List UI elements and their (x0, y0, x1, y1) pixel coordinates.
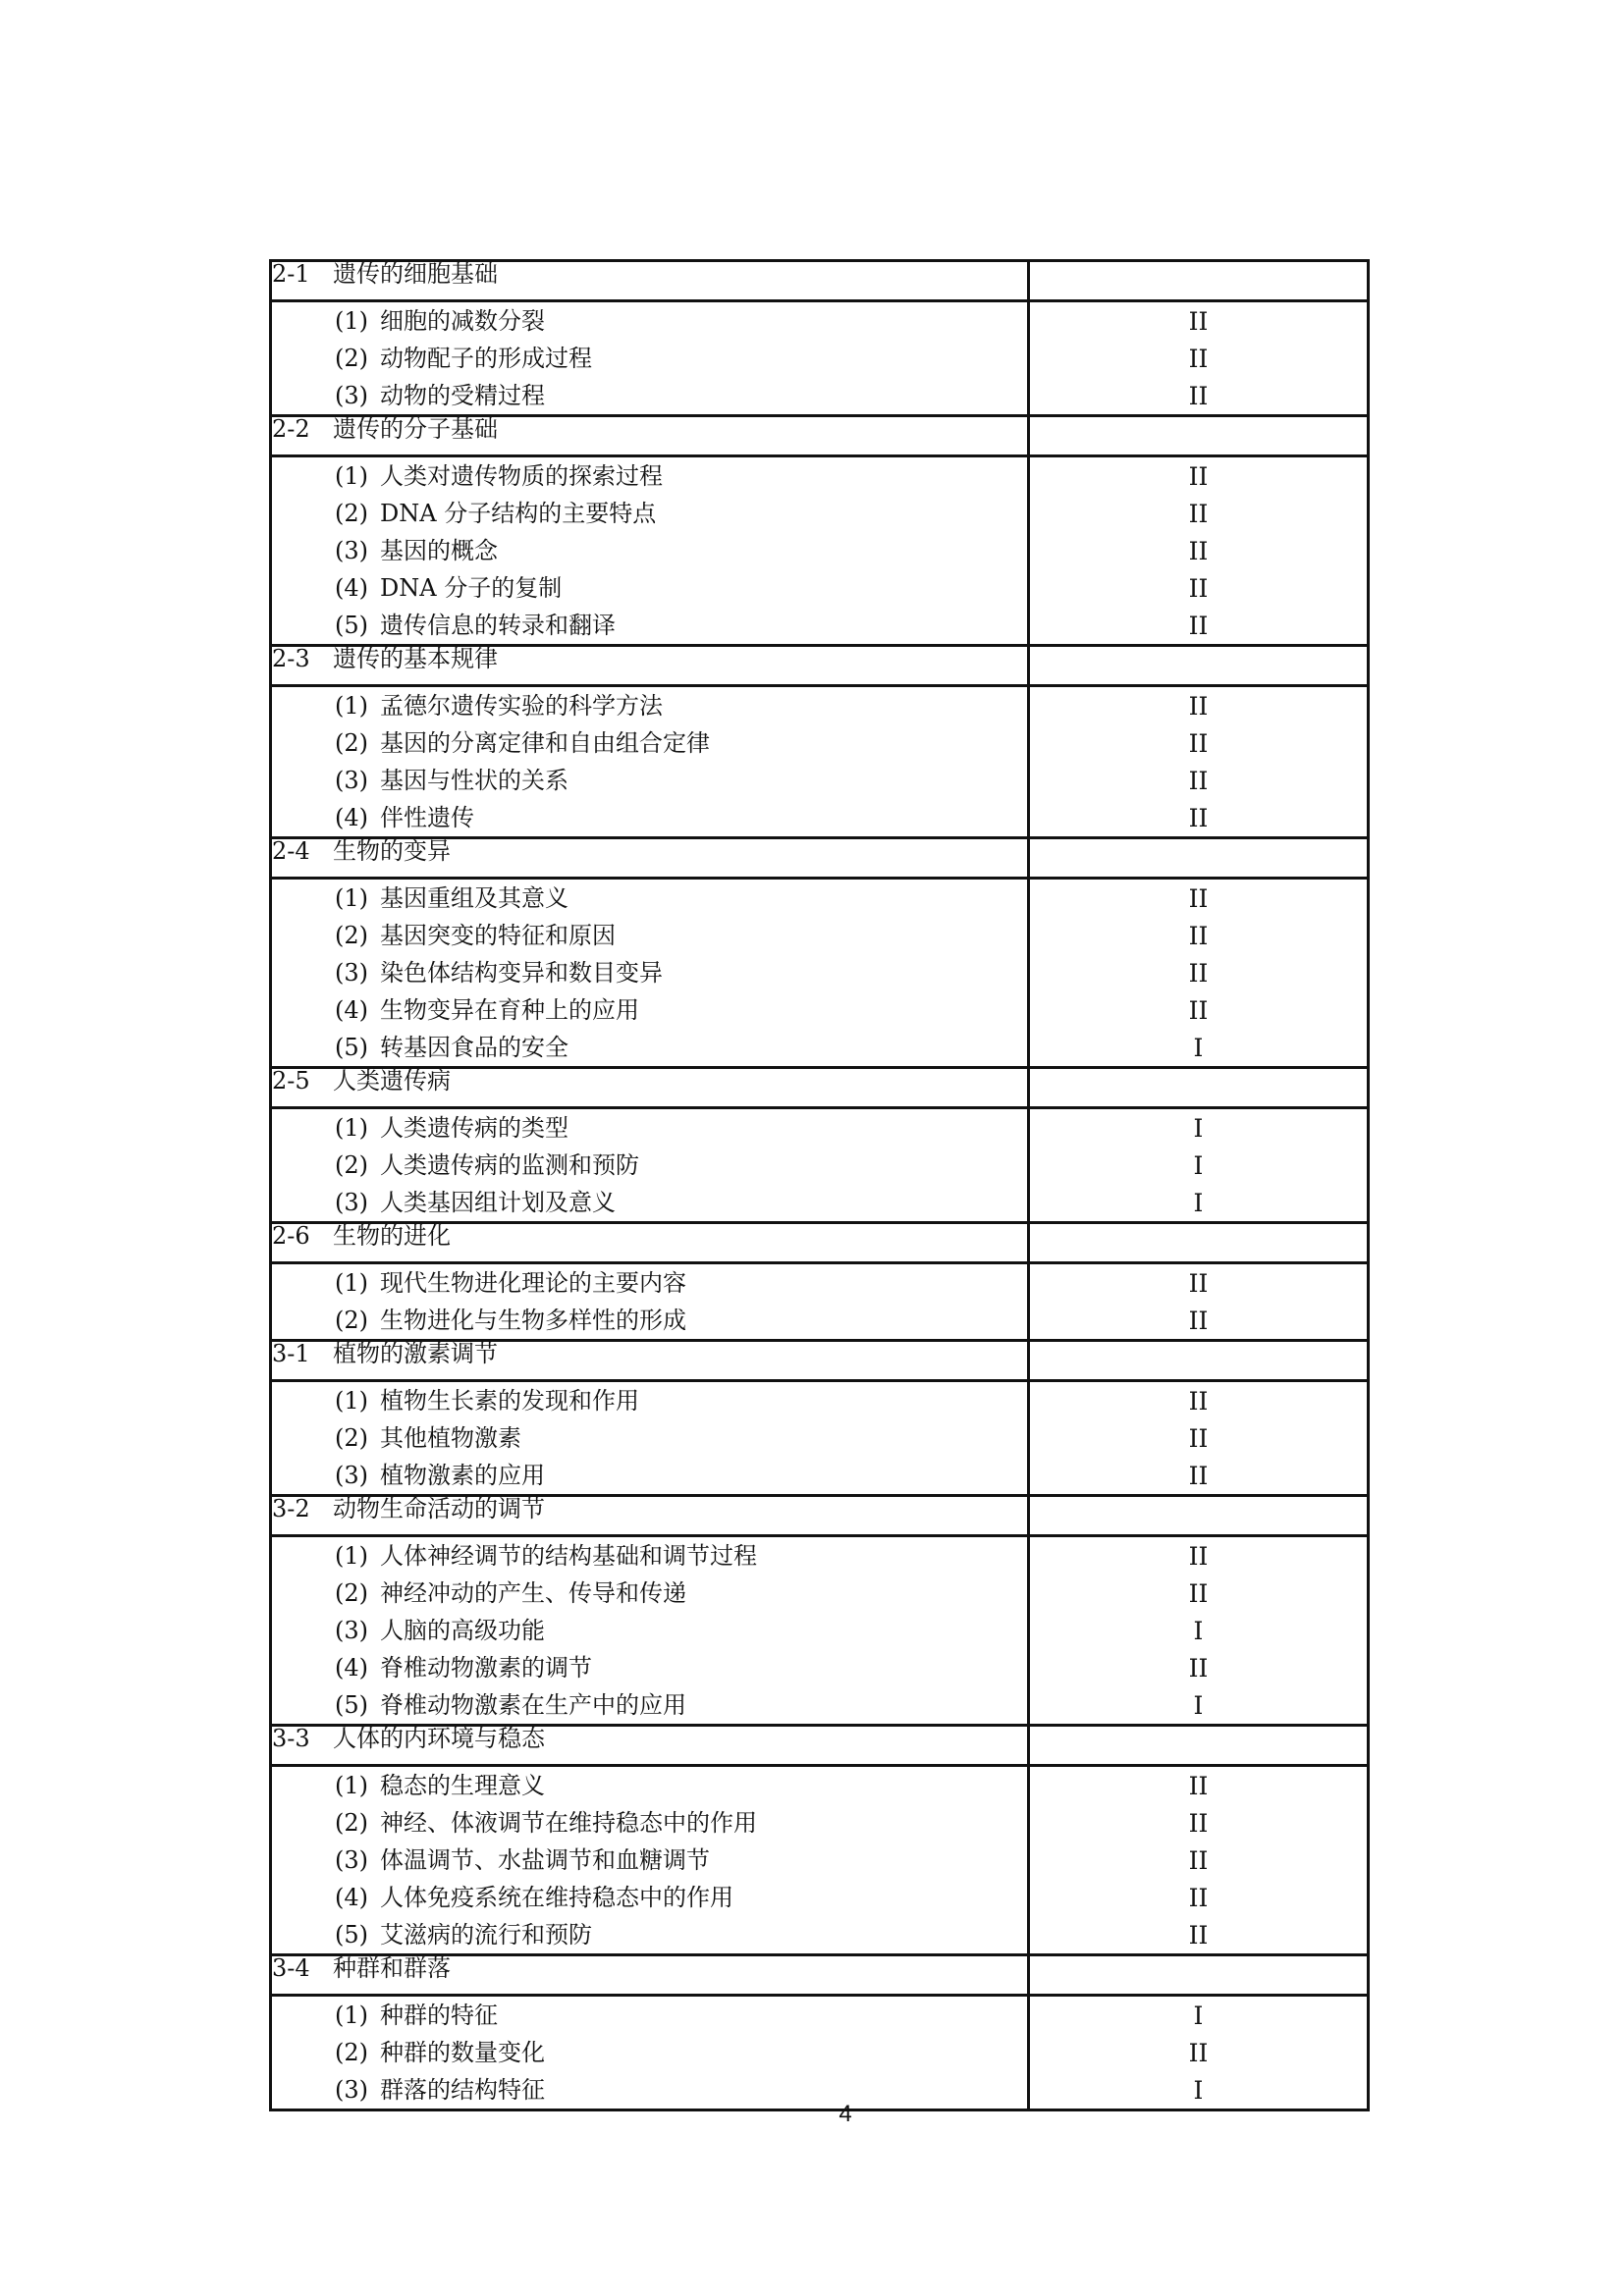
item-text: 群落的结构特征 (380, 2076, 545, 2104)
item-number: (2) (335, 922, 368, 949)
section-title: 生物的进化 (333, 1222, 451, 1250)
section-header-row (271, 416, 1369, 456)
item-number: (3) (335, 1617, 368, 1644)
item-number: (3) (335, 537, 368, 564)
item-line (272, 569, 1027, 607)
item-level: II (1188, 1579, 1209, 1608)
section-items-row (271, 879, 1369, 1068)
item-number: (4) (335, 1654, 368, 1682)
item-level: II (1188, 1269, 1209, 1298)
item-line (272, 1302, 1027, 1339)
section-items-row (271, 1996, 1369, 2110)
item-text: 稳态的生理意义 (380, 1772, 545, 1799)
item-level: I (1193, 1691, 1204, 1720)
section-title-cell (271, 1223, 1029, 1263)
item-level: II (1188, 1846, 1209, 1875)
item-line (272, 302, 1027, 340)
section-items-row (271, 1536, 1369, 1726)
item-text: 基因重组及其意义 (380, 884, 568, 912)
section-number: 3-3 (272, 1725, 310, 1752)
item-text: 脊椎动物激素的调节 (380, 1654, 592, 1682)
item-line (272, 1147, 1027, 1184)
section-header-row (271, 1068, 1369, 1108)
item-number: (4) (335, 574, 368, 602)
items-level-cell (1029, 1108, 1369, 1223)
section-level-cell (1029, 416, 1369, 456)
items-text-cell (271, 1766, 1029, 1955)
section-title: 遗传的细胞基础 (333, 260, 498, 288)
item-level: II (1188, 804, 1209, 832)
item-number: (2) (335, 1809, 368, 1837)
item-text: 基因的概念 (380, 537, 498, 564)
item-text: 伴性遗传 (380, 804, 474, 831)
item-number: (1) (335, 692, 368, 720)
item-level: II (1188, 1542, 1209, 1571)
item-level: II (1188, 996, 1209, 1025)
item-text: 神经冲动的产生、传导和传递 (380, 1579, 686, 1607)
item-line (272, 532, 1027, 569)
section-header-row (271, 1341, 1369, 1381)
items-text-cell (271, 686, 1029, 838)
item-text: 人体免疫系统在维持稳态中的作用 (380, 1884, 733, 1911)
item-number: (4) (335, 1884, 368, 1911)
item-text: DNA 分子的复制 (380, 574, 563, 602)
item-line (272, 340, 1027, 377)
item-number: (1) (335, 462, 368, 490)
item-line (272, 1184, 1027, 1221)
item-text: 艾滋病的流行和预防 (380, 1921, 592, 1949)
item-number: (2) (335, 1424, 368, 1452)
items-text-cell (271, 456, 1029, 646)
item-number: (2) (335, 1307, 368, 1334)
item-level: II (1188, 767, 1209, 795)
items-level-cell (1029, 879, 1369, 1068)
section-level-cell (1029, 261, 1369, 301)
item-number: (1) (335, 1542, 368, 1570)
section-header-row (271, 1223, 1369, 1263)
section-items-row (271, 456, 1369, 646)
page-number: 4 (839, 2101, 852, 2127)
item-level: II (1188, 922, 1209, 950)
item-line (272, 1029, 1027, 1066)
item-level: II (1188, 1462, 1209, 1490)
items-text-cell (271, 301, 1029, 416)
section-title-cell (271, 1068, 1029, 1108)
item-text: 人类遗传病的类型 (380, 1114, 568, 1142)
item-line (272, 762, 1027, 799)
items-level-cell (1029, 301, 1369, 416)
item-level: II (1188, 692, 1209, 721)
item-level: I (1193, 1114, 1204, 1143)
item-text: 体温调节、水盐调节和血糖调节 (380, 1846, 710, 1874)
item-number: (5) (335, 1921, 368, 1949)
item-level: II (1188, 574, 1209, 603)
section-level-cell (1029, 838, 1369, 879)
item-number: (2) (335, 1579, 368, 1607)
section-number: 2-6 (272, 1222, 310, 1250)
item-line (272, 1804, 1027, 1842)
section-title: 遗传的基本规律 (333, 645, 498, 672)
item-level: II (1188, 345, 1209, 373)
item-text: 染色体结构变异和数目变异 (380, 959, 663, 987)
item-line (272, 991, 1027, 1029)
section-title: 人体的内环境与稳态 (333, 1725, 545, 1752)
item-line (272, 1382, 1027, 1419)
item-line (272, 687, 1027, 724)
section-title: 种群和群落 (333, 1954, 451, 1982)
item-number: (3) (335, 382, 368, 409)
section-items-row (271, 686, 1369, 838)
item-line (272, 1842, 1027, 1879)
item-text: 种群的数量变化 (380, 2039, 545, 2066)
items-level-cell (1029, 1263, 1369, 1341)
item-number: (2) (335, 729, 368, 757)
section-number: 2-5 (272, 1067, 310, 1095)
item-line (272, 495, 1027, 532)
section-level-cell (1029, 1496, 1369, 1536)
items-text-cell (271, 1996, 1029, 2110)
item-number: (5) (335, 1691, 368, 1719)
item-number: (5) (335, 1034, 368, 1061)
items-level-cell (1029, 1996, 1369, 2110)
item-text: 人脑的高级功能 (380, 1617, 545, 1644)
item-level: II (1188, 537, 1209, 565)
items-text-cell (271, 1536, 1029, 1726)
section-title: 生物的变异 (333, 837, 451, 865)
item-number: (4) (335, 996, 368, 1024)
item-number: (3) (335, 767, 368, 794)
item-level: II (1188, 1809, 1209, 1838)
item-number: (2) (335, 1151, 368, 1179)
item-line (272, 2034, 1027, 2071)
item-level: II (1188, 959, 1209, 988)
item-text: 基因与性状的关系 (380, 767, 568, 794)
item-number: (1) (335, 1772, 368, 1799)
items-level-cell (1029, 686, 1369, 838)
section-level-cell (1029, 1223, 1369, 1263)
item-text: 动物的受精过程 (380, 382, 545, 409)
item-text: 转基因食品的安全 (380, 1034, 568, 1061)
item-level: II (1188, 729, 1209, 758)
item-level: I (1193, 2002, 1204, 2030)
item-level: II (1188, 1654, 1209, 1682)
section-items-row (271, 1381, 1369, 1496)
item-level: II (1188, 884, 1209, 913)
item-text: 人类对遗传物质的探索过程 (380, 462, 663, 490)
item-text: 人类基因组计划及意义 (380, 1189, 616, 1216)
section-number: 3-4 (272, 1954, 310, 1982)
section-header-row (271, 838, 1369, 879)
item-line (272, 1109, 1027, 1147)
item-number: (3) (335, 1462, 368, 1489)
items-text-cell (271, 1381, 1029, 1496)
item-line (272, 457, 1027, 495)
section-level-cell (1029, 646, 1369, 686)
item-line (272, 880, 1027, 917)
item-number: (1) (335, 1269, 368, 1297)
item-line (272, 1264, 1027, 1302)
section-title-cell (271, 1726, 1029, 1766)
item-level: II (1188, 1387, 1209, 1415)
section-header-row (271, 261, 1369, 301)
section-number: 2-1 (272, 260, 310, 288)
section-items-row (271, 1766, 1369, 1955)
section-level-cell (1029, 1726, 1369, 1766)
items-level-cell (1029, 1381, 1369, 1496)
item-text: 植物生长素的发现和作用 (380, 1387, 639, 1415)
item-text: 生物进化与生物多样性的形成 (380, 1307, 686, 1334)
item-line (272, 917, 1027, 954)
section-items-row (271, 1108, 1369, 1223)
item-level: I (1193, 2076, 1204, 2105)
section-number: 2-3 (272, 645, 310, 672)
item-level: II (1188, 1307, 1209, 1335)
item-number: (2) (335, 345, 368, 372)
section-level-cell (1029, 1341, 1369, 1381)
section-items-row (271, 301, 1369, 416)
item-text: 遗传信息的转录和翻译 (380, 612, 616, 639)
item-text: 孟德尔遗传实验的科学方法 (380, 692, 663, 720)
item-text: 动物配子的形成过程 (380, 345, 592, 372)
content-requirements-table (269, 259, 1370, 2111)
item-line (272, 954, 1027, 991)
item-line (272, 1686, 1027, 1724)
item-level: II (1188, 612, 1209, 640)
section-title: 动物生命活动的调节 (333, 1495, 545, 1522)
item-level: II (1188, 462, 1209, 491)
items-text-cell (271, 1263, 1029, 1341)
item-number: (1) (335, 1387, 368, 1415)
section-level-cell (1029, 1068, 1369, 1108)
item-line (272, 1649, 1027, 1686)
item-level: II (1188, 1921, 1209, 1949)
item-level: I (1193, 1189, 1204, 1217)
item-number: (2) (335, 2039, 368, 2066)
section-number: 2-2 (272, 415, 310, 443)
section-number: 3-2 (272, 1495, 310, 1522)
section-header-row (271, 1496, 1369, 1536)
item-number: (3) (335, 2076, 368, 2104)
item-line (272, 1997, 1027, 2034)
item-line (272, 1916, 1027, 1953)
items-text-cell (271, 1108, 1029, 1223)
item-text: 基因突变的特征和原因 (380, 922, 616, 949)
item-line (272, 1612, 1027, 1649)
items-level-cell (1029, 456, 1369, 646)
item-level: II (1188, 2039, 1209, 2067)
section-header-row (271, 1955, 1369, 1996)
item-text: 植物激素的应用 (380, 1462, 545, 1489)
item-text: 人类遗传病的监测和预防 (380, 1151, 639, 1179)
items-level-cell (1029, 1536, 1369, 1726)
section-title: 遗传的分子基础 (333, 415, 498, 443)
section-title: 人类遗传病 (333, 1067, 451, 1095)
item-text: 人体神经调节的结构基础和调节过程 (380, 1542, 757, 1570)
item-line (272, 1537, 1027, 1575)
item-level: II (1188, 1884, 1209, 1912)
item-number: (3) (335, 1189, 368, 1216)
item-text: 基因的分离定律和自由组合定律 (380, 729, 710, 757)
item-line (272, 1419, 1027, 1457)
item-line (272, 1575, 1027, 1612)
item-number: (4) (335, 804, 368, 831)
section-level-cell (1029, 1955, 1369, 1996)
item-text: 神经、体液调节在维持稳态中的作用 (380, 1809, 757, 1837)
item-number: (1) (335, 2002, 368, 2029)
item-text: 生物变异在育种上的应用 (380, 996, 639, 1024)
item-text: 现代生物进化理论的主要内容 (380, 1269, 686, 1297)
item-text: 其他植物激素 (380, 1424, 521, 1452)
item-number: (3) (335, 959, 368, 987)
section-title-cell (271, 838, 1029, 879)
items-level-cell (1029, 1766, 1369, 1955)
section-title-cell (271, 1955, 1029, 1996)
item-number: (1) (335, 884, 368, 912)
item-level: II (1188, 307, 1209, 336)
section-number: 2-4 (272, 837, 310, 865)
section-header-row (271, 646, 1369, 686)
item-level: II (1188, 1424, 1209, 1453)
item-text: 脊椎动物激素在生产中的应用 (380, 1691, 686, 1719)
item-line (272, 799, 1027, 836)
item-number: (2) (335, 500, 368, 527)
section-header-row (271, 1726, 1369, 1766)
section-title-cell (271, 1496, 1029, 1536)
item-level: I (1193, 1617, 1204, 1645)
item-line (272, 1457, 1027, 1494)
item-line (272, 1879, 1027, 1916)
item-line (272, 377, 1027, 414)
item-level: II (1188, 500, 1209, 528)
section-title-cell (271, 646, 1029, 686)
item-level: I (1193, 1034, 1204, 1062)
item-level: II (1188, 1772, 1209, 1800)
section-title-cell (271, 416, 1029, 456)
section-number: 3-1 (272, 1340, 310, 1367)
section-title-cell (271, 1341, 1029, 1381)
item-number: (5) (335, 612, 368, 639)
item-level: II (1188, 382, 1209, 410)
section-title: 植物的激素调节 (333, 1340, 498, 1367)
item-number: (1) (335, 307, 368, 335)
item-text: DNA 分子结构的主要特点 (380, 500, 657, 527)
items-text-cell (271, 879, 1029, 1068)
section-title-cell (271, 261, 1029, 301)
section-items-row (271, 1263, 1369, 1341)
item-line (272, 1767, 1027, 1804)
item-text: 种群的特征 (380, 2002, 498, 2029)
item-text: 细胞的减数分裂 (380, 307, 545, 335)
item-level: I (1193, 1151, 1204, 1180)
item-line (272, 724, 1027, 762)
item-number: (1) (335, 1114, 368, 1142)
item-number: (3) (335, 1846, 368, 1874)
item-line (272, 607, 1027, 644)
